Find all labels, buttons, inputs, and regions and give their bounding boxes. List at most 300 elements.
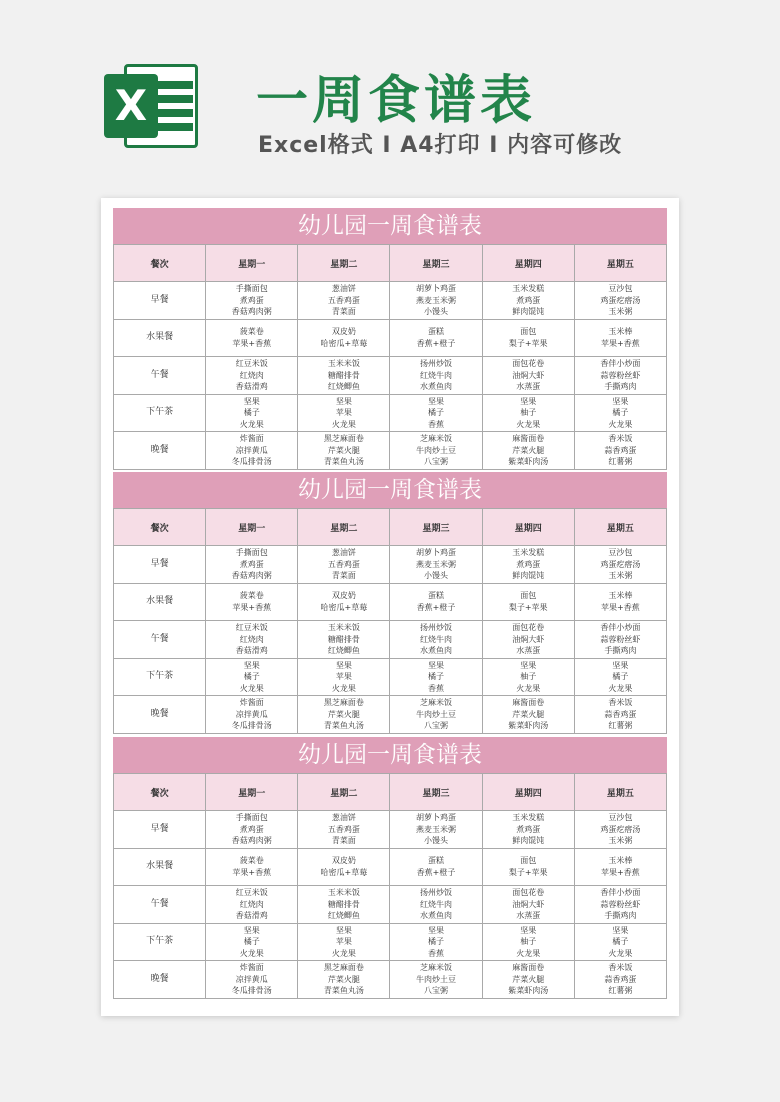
dish-item: 菠菜卷 xyxy=(239,327,264,337)
column-header-day: 星期三 xyxy=(390,245,482,282)
table-header-row xyxy=(114,774,667,811)
menu-cell xyxy=(298,394,390,432)
dish-item: 豆沙包 xyxy=(608,548,633,558)
dish-item: 凉拌黄瓜 xyxy=(235,445,268,455)
dish-item: 玉米发糕 xyxy=(512,284,545,294)
table-row xyxy=(114,961,667,999)
dish-item: 橘子 xyxy=(612,937,629,947)
menu-cell xyxy=(390,432,482,470)
dish-item: 红烧牛肉 xyxy=(420,634,453,644)
dish-item: 燕麦玉米粥 xyxy=(416,295,457,305)
menu-cell xyxy=(574,811,666,849)
excel-logo-letter: X xyxy=(104,74,158,138)
dish-item: 苹果 xyxy=(335,672,352,682)
dish-item: 坚果 xyxy=(335,660,352,670)
dish-item: 手撕鸡肉 xyxy=(604,382,637,392)
menu-cell xyxy=(482,696,574,734)
dish-item: 小馒头 xyxy=(424,571,449,581)
table-row xyxy=(114,282,667,320)
menu-cell xyxy=(574,658,666,696)
weekly-menu-table xyxy=(113,773,667,999)
menu-cell xyxy=(206,319,298,357)
dish-item: 红烧肉 xyxy=(239,634,264,644)
menu-cell xyxy=(390,583,482,621)
dish-item: 面包花卷 xyxy=(512,888,545,898)
dish-item: 坚果 xyxy=(612,396,629,406)
dish-item: 苹果+香蕉 xyxy=(601,602,640,612)
column-header-meal: 餐次 xyxy=(114,774,206,811)
dish-item: 煮鸡蛋 xyxy=(516,295,541,305)
dish-item: 扬州炒饭 xyxy=(420,623,453,633)
menu-cell xyxy=(482,961,574,999)
dish-item: 凉拌黄瓜 xyxy=(235,974,268,984)
meal-name-cell: 晚餐 xyxy=(114,696,206,734)
dish-item: 燕麦玉米粥 xyxy=(416,824,457,834)
dish-item: 坚果 xyxy=(612,925,629,935)
menu-cell xyxy=(298,658,390,696)
dish-item: 胡萝卜鸡蛋 xyxy=(416,813,457,823)
dish-item: 橘子 xyxy=(428,672,445,682)
menu-cell xyxy=(298,696,390,734)
menu-cell xyxy=(390,848,482,886)
menu-cell xyxy=(574,923,666,961)
column-header-day: 星期三 xyxy=(390,509,482,546)
dish-item: 胡萝卜鸡蛋 xyxy=(416,548,457,558)
menu-cell xyxy=(206,621,298,659)
dish-item: 蒜蓉粉丝虾 xyxy=(600,370,641,380)
menu-cell xyxy=(574,886,666,924)
dish-item: 油焖大虾 xyxy=(512,899,545,909)
dish-item: 手撕鸡肉 xyxy=(604,911,637,921)
dish-item: 八宝粥 xyxy=(424,721,449,731)
column-header-day: 星期四 xyxy=(482,774,574,811)
menu-cell xyxy=(206,961,298,999)
dish-item: 菠菜卷 xyxy=(239,856,264,866)
dish-item: 柚子 xyxy=(520,672,537,682)
meal-name-cell: 下午茶 xyxy=(114,658,206,696)
dish-item: 黑芝麻面卷 xyxy=(323,698,364,708)
table-title: 幼儿园一周食谱表 xyxy=(113,737,667,773)
dish-item: 鲜肉馄饨 xyxy=(512,571,545,581)
menu-cell xyxy=(574,357,666,395)
menu-cell xyxy=(390,811,482,849)
menu-cell xyxy=(482,583,574,621)
excel-icon xyxy=(104,58,200,154)
table-title: 幼儿园一周食谱表 xyxy=(113,472,667,508)
dish-item: 玉米粥 xyxy=(608,836,633,846)
dish-item: 哈密瓜+草莓 xyxy=(320,602,368,612)
weekly-menu-table xyxy=(113,508,667,734)
dish-item: 冬瓜排骨汤 xyxy=(231,721,272,731)
page-header xyxy=(0,0,780,195)
dish-item: 红烧牛肉 xyxy=(420,899,453,909)
dish-item: 蒜香鸡蛋 xyxy=(604,709,637,719)
dish-item: 胡萝卜鸡蛋 xyxy=(416,284,457,294)
menu-cell xyxy=(390,923,482,961)
menu-cell xyxy=(574,848,666,886)
table-row xyxy=(114,583,667,621)
menu-cell xyxy=(574,394,666,432)
dish-item: 梨子+苹果 xyxy=(508,867,548,877)
dish-item: 香菇滑鸡 xyxy=(235,382,268,392)
dish-item: 红薯粥 xyxy=(608,457,633,467)
dish-item: 蒜蓉粉丝虾 xyxy=(600,634,641,644)
menu-cell xyxy=(206,886,298,924)
dish-item: 坚果 xyxy=(335,925,352,935)
menu-cell xyxy=(482,357,574,395)
dish-item: 红薯粥 xyxy=(608,986,633,996)
dish-item: 苹果+香蕉 xyxy=(601,338,640,348)
table-row xyxy=(114,394,667,432)
dish-item: 橘子 xyxy=(243,672,260,682)
table-row xyxy=(114,886,667,924)
menu-cell xyxy=(482,394,574,432)
dish-item: 手撕面包 xyxy=(235,548,268,558)
dish-item: 火龙果 xyxy=(331,948,356,958)
dish-item: 火龙果 xyxy=(608,419,633,429)
dish-item: 青菜鱼丸汤 xyxy=(323,721,364,731)
dish-item: 黑芝麻面卷 xyxy=(323,434,364,444)
table-row xyxy=(114,658,667,696)
dish-item: 橘子 xyxy=(428,408,445,418)
dish-item: 坚果 xyxy=(520,925,537,935)
dish-item: 玉米粥 xyxy=(608,571,633,581)
dish-item: 手撕面包 xyxy=(235,284,268,294)
table-row xyxy=(114,923,667,961)
menu-cell xyxy=(482,811,574,849)
dish-item: 芝麻米饭 xyxy=(420,434,453,444)
dish-item: 水蒸蛋 xyxy=(516,911,541,921)
menu-cell xyxy=(206,583,298,621)
dish-item: 水蒸蛋 xyxy=(516,382,541,392)
table-row xyxy=(114,621,667,659)
meal-name-cell: 水果餐 xyxy=(114,583,206,621)
table-header-row xyxy=(114,245,667,282)
menu-cell xyxy=(482,658,574,696)
dish-item: 炸酱面 xyxy=(239,434,264,444)
dish-item: 双皮奶 xyxy=(331,327,356,337)
dish-item: 糖醋排骨 xyxy=(327,634,360,644)
dish-item: 火龙果 xyxy=(516,683,541,693)
dish-item: 鸡蛋疙瘩汤 xyxy=(600,824,641,834)
menu-cell xyxy=(390,546,482,584)
dish-item: 苹果+香蕉 xyxy=(601,867,640,877)
dish-item: 红豆米饭 xyxy=(235,359,268,369)
dish-item: 面包 xyxy=(520,591,537,601)
dish-item: 火龙果 xyxy=(331,419,356,429)
dish-item: 煮鸡蛋 xyxy=(516,559,541,569)
menu-cell xyxy=(574,546,666,584)
dish-item: 煮鸡蛋 xyxy=(239,559,264,569)
dish-item: 玉米棒 xyxy=(608,327,633,337)
dish-item: 橘子 xyxy=(428,937,445,947)
dish-item: 香菇鸡肉粥 xyxy=(231,307,272,317)
dish-item: 坚果 xyxy=(520,396,537,406)
dish-item: 火龙果 xyxy=(239,419,264,429)
column-header-day: 星期二 xyxy=(298,509,390,546)
dish-item: 面包花卷 xyxy=(512,359,545,369)
table-row xyxy=(114,546,667,584)
dish-item: 紫菜虾肉汤 xyxy=(508,457,549,467)
column-header-day: 星期二 xyxy=(298,774,390,811)
dish-item: 红豆米饭 xyxy=(235,623,268,633)
dish-item: 芹菜火腿 xyxy=(512,974,545,984)
column-header-day: 星期一 xyxy=(206,245,298,282)
menu-cell xyxy=(574,621,666,659)
dish-item: 蒜蓉粉丝虾 xyxy=(600,899,641,909)
meal-name-cell: 晚餐 xyxy=(114,432,206,470)
dish-item: 香米饭 xyxy=(608,698,633,708)
dish-item: 冬瓜排骨汤 xyxy=(231,457,272,467)
dish-item: 鸡蛋疙瘩汤 xyxy=(600,295,641,305)
dish-item: 凉拌黄瓜 xyxy=(235,709,268,719)
dish-item: 香米饭 xyxy=(608,434,633,444)
dish-item: 橘子 xyxy=(243,408,260,418)
column-header-meal: 餐次 xyxy=(114,509,206,546)
dish-item: 蛋糕 xyxy=(428,591,445,601)
dish-item: 红烧鲫鱼 xyxy=(327,382,360,392)
dish-item: 手撕鸡肉 xyxy=(604,646,637,656)
menu-cell xyxy=(574,696,666,734)
menu-cell xyxy=(390,319,482,357)
dish-item: 紫菜虾肉汤 xyxy=(508,986,549,996)
dish-item: 火龙果 xyxy=(516,419,541,429)
dish-item: 冬瓜排骨汤 xyxy=(231,986,272,996)
menu-cell xyxy=(298,961,390,999)
menu-cell xyxy=(206,696,298,734)
menu-cell xyxy=(206,658,298,696)
dish-item: 梨子+苹果 xyxy=(508,602,548,612)
dish-item: 香蕉 xyxy=(428,948,445,958)
dish-item: 葱油饼 xyxy=(331,813,356,823)
menu-cell xyxy=(482,282,574,320)
meal-name-cell: 下午茶 xyxy=(114,923,206,961)
menu-cell xyxy=(390,658,482,696)
menu-cell xyxy=(482,886,574,924)
dish-item: 葱油饼 xyxy=(331,548,356,558)
meal-name-cell: 早餐 xyxy=(114,546,206,584)
menu-table-block xyxy=(113,737,667,999)
dish-item: 坚果 xyxy=(243,660,260,670)
dish-item: 豆沙包 xyxy=(608,284,633,294)
dish-item: 面包 xyxy=(520,327,537,337)
dish-item: 青菜鱼丸汤 xyxy=(323,457,364,467)
table-row xyxy=(114,357,667,395)
dish-item: 香菇滑鸡 xyxy=(235,646,268,656)
dish-item: 小馒头 xyxy=(424,836,449,846)
dish-item: 双皮奶 xyxy=(331,856,356,866)
dish-item: 香蕉+橙子 xyxy=(416,338,456,348)
menu-cell xyxy=(206,848,298,886)
dish-item: 葱油饼 xyxy=(331,284,356,294)
dish-item: 煮鸡蛋 xyxy=(239,824,264,834)
dish-item: 黑芝麻面卷 xyxy=(323,963,364,973)
dish-item: 香蕉+橙子 xyxy=(416,867,456,877)
dish-item: 豆沙包 xyxy=(608,813,633,823)
dish-item: 芝麻米饭 xyxy=(420,698,453,708)
meal-name-cell: 下午茶 xyxy=(114,394,206,432)
dish-item: 红烧鲫鱼 xyxy=(327,646,360,656)
menu-cell xyxy=(574,282,666,320)
column-header-day: 星期三 xyxy=(390,774,482,811)
menu-cell xyxy=(390,961,482,999)
dish-item: 坚果 xyxy=(612,660,629,670)
table-row xyxy=(114,432,667,470)
dish-item: 香蕉 xyxy=(428,683,445,693)
menu-cell xyxy=(298,811,390,849)
dish-item: 油焖大虾 xyxy=(512,634,545,644)
table-row xyxy=(114,811,667,849)
table-row xyxy=(114,848,667,886)
dish-item: 蒜香鸡蛋 xyxy=(604,974,637,984)
dish-item: 坚果 xyxy=(335,396,352,406)
page-subtitle: Excel格式 Ⅰ A4打印 Ⅰ 内容可修改 xyxy=(258,133,623,158)
dish-item: 玉米发糕 xyxy=(512,813,545,823)
meal-name-cell: 午餐 xyxy=(114,621,206,659)
meal-name-cell: 水果餐 xyxy=(114,848,206,886)
dish-item: 香菇鸡肉粥 xyxy=(231,836,272,846)
dish-item: 糖醋排骨 xyxy=(327,899,360,909)
dish-item: 苹果 xyxy=(335,937,352,947)
dish-item: 坚果 xyxy=(520,660,537,670)
dish-item: 炸酱面 xyxy=(239,698,264,708)
dish-item: 青菜面 xyxy=(331,571,356,581)
dish-item: 五香鸡蛋 xyxy=(327,824,360,834)
menu-cell xyxy=(298,282,390,320)
menu-cell xyxy=(390,621,482,659)
meal-name-cell: 晚餐 xyxy=(114,961,206,999)
dish-item: 八宝粥 xyxy=(424,457,449,467)
dish-item: 坚果 xyxy=(428,660,445,670)
dish-item: 火龙果 xyxy=(608,683,633,693)
menu-cell xyxy=(574,432,666,470)
dish-item: 玉米棒 xyxy=(608,856,633,866)
dish-item: 玉米米饭 xyxy=(327,888,360,898)
dish-item: 哈密瓜+草莓 xyxy=(320,338,368,348)
menu-cell xyxy=(482,923,574,961)
dish-item: 苹果+香蕉 xyxy=(232,602,272,612)
dish-item: 苹果+香蕉 xyxy=(232,867,272,877)
menu-cell xyxy=(206,811,298,849)
column-header-day: 星期二 xyxy=(298,245,390,282)
dish-item: 香伴小炒面 xyxy=(600,888,641,898)
dish-item: 鲜肉馄饨 xyxy=(512,836,545,846)
menu-cell xyxy=(482,546,574,584)
dish-item: 青菜面 xyxy=(331,307,356,317)
menu-table-block xyxy=(113,208,667,470)
menu-cell xyxy=(482,432,574,470)
menu-cell xyxy=(390,886,482,924)
dish-item: 芹菜火腿 xyxy=(327,445,360,455)
dish-item: 香菇鸡肉粥 xyxy=(231,571,272,581)
dish-item: 火龙果 xyxy=(331,683,356,693)
dish-item: 水煮鱼肉 xyxy=(420,382,453,392)
dish-item: 糖醋排骨 xyxy=(327,370,360,380)
dish-item: 柚子 xyxy=(520,937,537,947)
dish-item: 五香鸡蛋 xyxy=(327,295,360,305)
dish-item: 红烧肉 xyxy=(239,370,264,380)
column-header-day: 星期五 xyxy=(574,509,666,546)
dish-item: 水煮鱼肉 xyxy=(420,911,453,921)
column-header-day: 星期四 xyxy=(482,509,574,546)
column-header-day: 星期五 xyxy=(574,245,666,282)
dish-item: 香蕉 xyxy=(428,419,445,429)
menu-cell xyxy=(206,546,298,584)
dish-item: 青菜鱼丸汤 xyxy=(323,986,364,996)
dish-item: 芹菜火腿 xyxy=(327,709,360,719)
dish-item: 橘子 xyxy=(612,672,629,682)
dish-item: 煮鸡蛋 xyxy=(516,824,541,834)
dish-item: 红烧肉 xyxy=(239,899,264,909)
dish-item: 红烧牛肉 xyxy=(420,370,453,380)
dish-item: 红豆米饭 xyxy=(235,888,268,898)
dish-item: 五香鸡蛋 xyxy=(327,559,360,569)
table-title: 幼儿园一周食谱表 xyxy=(113,208,667,244)
column-header-day: 星期一 xyxy=(206,509,298,546)
dish-item: 蛋糕 xyxy=(428,856,445,866)
dish-item: 火龙果 xyxy=(239,683,264,693)
column-header-day: 星期一 xyxy=(206,774,298,811)
menu-cell xyxy=(206,357,298,395)
dish-item: 苹果 xyxy=(335,408,352,418)
dish-item: 麻酱面卷 xyxy=(512,434,545,444)
menu-cell xyxy=(298,583,390,621)
menu-cell xyxy=(482,319,574,357)
menu-cell xyxy=(390,394,482,432)
dish-item: 扬州炒饭 xyxy=(420,888,453,898)
dish-item: 面包 xyxy=(520,856,537,866)
dish-item: 牛肉炒土豆 xyxy=(416,445,457,455)
meal-name-cell: 午餐 xyxy=(114,886,206,924)
menu-cell xyxy=(298,621,390,659)
menu-cell xyxy=(574,583,666,621)
menu-cell xyxy=(206,394,298,432)
column-header-day: 星期四 xyxy=(482,245,574,282)
menu-cell xyxy=(298,319,390,357)
dish-item: 煮鸡蛋 xyxy=(239,295,264,305)
dish-item: 坚果 xyxy=(243,925,260,935)
dish-item: 柚子 xyxy=(520,408,537,418)
menu-cell xyxy=(298,848,390,886)
table-row xyxy=(114,696,667,734)
menu-cell xyxy=(206,282,298,320)
dish-item: 鲜肉馄饨 xyxy=(512,307,545,317)
page-title: 一周食谱表 xyxy=(256,71,537,131)
dish-item: 麻酱面卷 xyxy=(512,698,545,708)
menu-cell xyxy=(390,696,482,734)
dish-item: 芹菜火腿 xyxy=(512,709,545,719)
dish-item: 火龙果 xyxy=(608,948,633,958)
column-header-meal: 餐次 xyxy=(114,245,206,282)
dish-item: 红薯粥 xyxy=(608,721,633,731)
menu-table-block xyxy=(113,472,667,734)
dish-item: 芹菜火腿 xyxy=(327,974,360,984)
dish-item: 哈密瓜+草莓 xyxy=(320,867,368,877)
dish-item: 火龙果 xyxy=(239,948,264,958)
dish-item: 香菇滑鸡 xyxy=(235,911,268,921)
meal-name-cell: 午餐 xyxy=(114,357,206,395)
dish-item: 香米饭 xyxy=(608,963,633,973)
dish-item: 玉米棒 xyxy=(608,591,633,601)
dish-item: 坚果 xyxy=(243,396,260,406)
table-row xyxy=(114,319,667,357)
dish-item: 菠菜卷 xyxy=(239,591,264,601)
dish-item: 牛肉炒土豆 xyxy=(416,709,457,719)
menu-cell xyxy=(298,886,390,924)
menu-cell xyxy=(574,961,666,999)
menu-cell xyxy=(482,621,574,659)
menu-cell xyxy=(482,848,574,886)
